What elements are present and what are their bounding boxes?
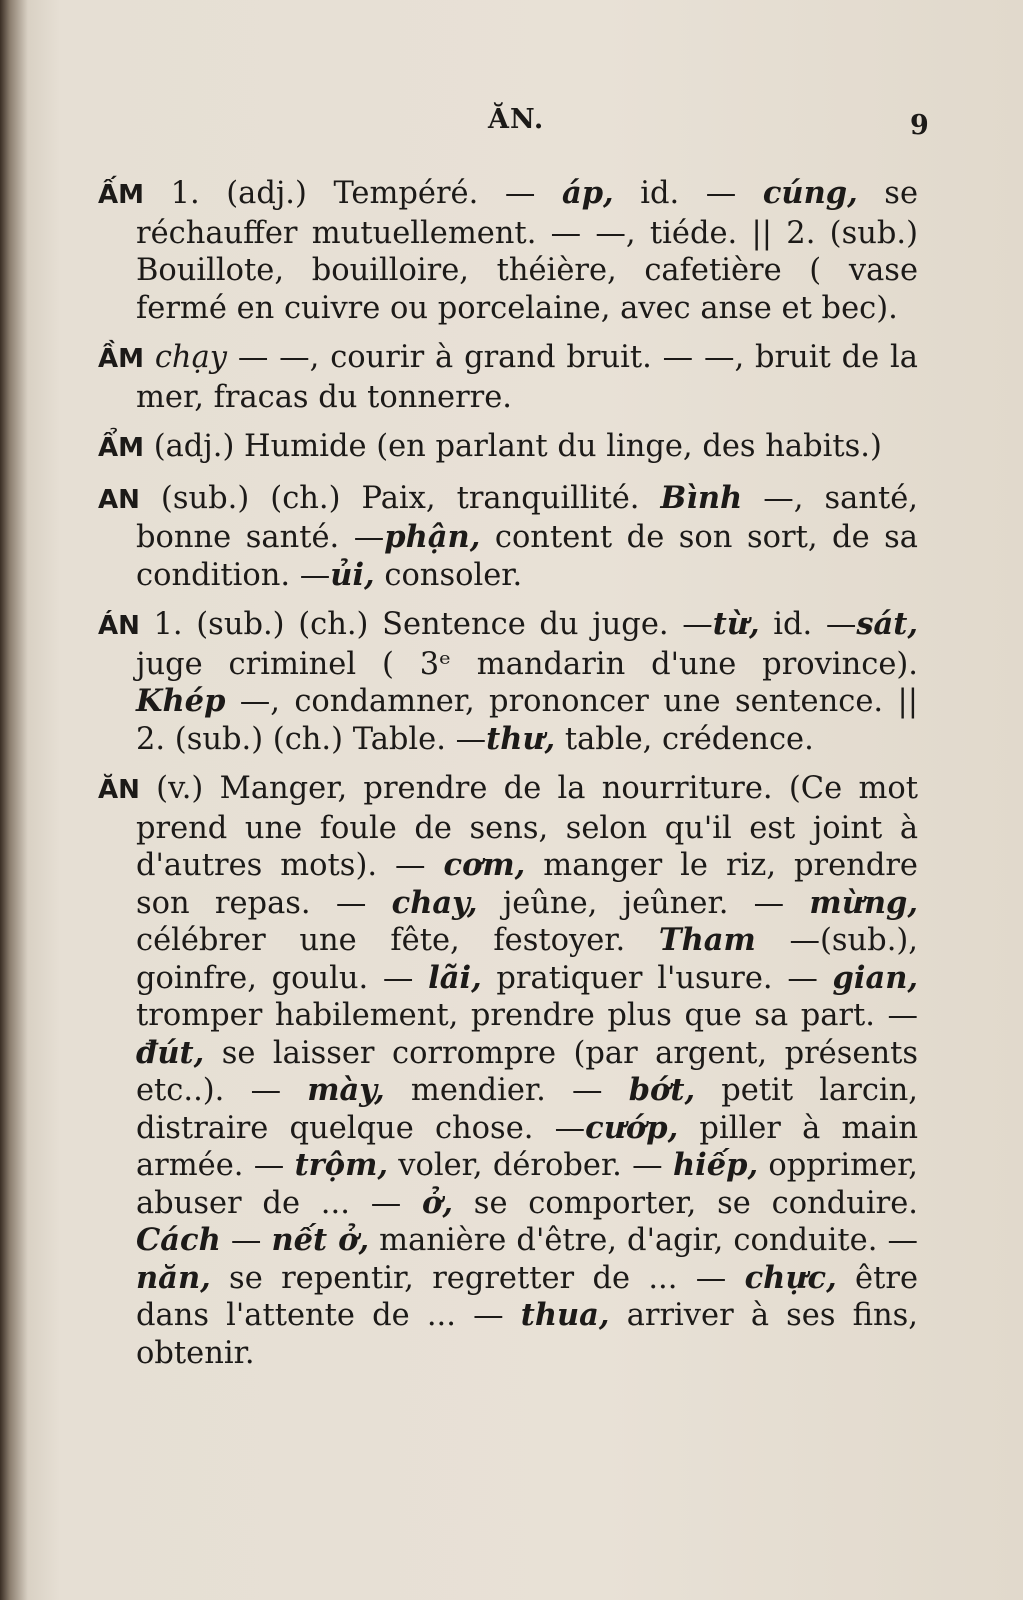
headword: ÁN [98, 611, 140, 641]
vietnamese-term: lãi, [428, 959, 482, 996]
definition-text [144, 340, 155, 375]
definition-text: 1. (sub.) (ch.) Sentence du juge. — [139, 607, 713, 642]
definition-text: se laisser corrompre (par argent, présents etc..). — [136, 1035, 918, 1108]
headword: ĂN [98, 775, 140, 805]
page-header [0, 104, 1023, 144]
vietnamese-term: phận, [384, 519, 481, 555]
vietnamese-term: cướp, [585, 1109, 679, 1146]
definition-text: —, santé, bonne santé. — [136, 480, 918, 555]
running-head: ĂN. [488, 104, 545, 135]
definition-text: —(sub.), goinfre, goulu. — [136, 923, 918, 996]
vietnamese-term: ủi, [330, 556, 375, 593]
definition-text: tromper habilement, prendre plus que sa part. — [136, 998, 918, 1033]
vietnamese-term: bớt, [628, 1072, 696, 1108]
vietnamese-term: Tham [658, 922, 756, 958]
definition-text: voler, dérober. — [387, 1148, 673, 1183]
definition-text: se réchauffer mutuellement. — —, tiéde. || 2. (sub.) Bouillote, bouilloire, théière, cafetière ( vase fermé en cuivre ou porcelaine, avec anse et bec). [136, 176, 918, 326]
definition-text: opprimer, abuser de ... — [136, 1148, 919, 1221]
vietnamese-term: nết ở, [271, 1222, 370, 1258]
vietnamese-term: mừng, [809, 884, 918, 921]
vietnamese-term: chực, [744, 1259, 837, 1296]
vietnamese-term: Khép [136, 683, 226, 719]
definition-text: consoler. [374, 557, 523, 593]
definition-text: 1. (adj.) Tempéré. — [144, 176, 562, 211]
headword: ẤM [98, 180, 144, 210]
dictionary-entry [98, 339, 918, 416]
definition-text: content de son sort, de sa condition. — [136, 520, 918, 593]
definition-text: être dans l'attente de ... — [136, 1260, 918, 1333]
definition-text: manière d'être, d'agir, conduite. — [369, 1223, 919, 1258]
definition-text: — [220, 1223, 272, 1258]
definition-text: piller à main armée. — [136, 1110, 918, 1183]
vietnamese-term: áp, [561, 175, 614, 211]
dictionary-entries [98, 175, 918, 1384]
definition-text: petit larcin, distraire quelque chose. — [136, 1073, 918, 1146]
vietnamese-term: mày, [307, 1072, 385, 1108]
definition-text: se repentir, regretter de ... — [210, 1260, 745, 1296]
definition-text: — —, courir à grand bruit. — —, bruit de la mer, fracas du tonnerre. [136, 340, 918, 415]
vietnamese-term: thua, [520, 1297, 610, 1333]
vietnamese-term: từ, [712, 606, 760, 642]
vietnamese-term: gian, [832, 959, 918, 996]
definition-text: (sub.) (ch.) Paix, tranquillité. [139, 480, 661, 516]
definition-text: mendier. — [384, 1073, 629, 1108]
definition-text: jeûne, jeûner. — [477, 885, 810, 921]
vietnamese-term: Cách [136, 1222, 221, 1258]
dictionary-entry [98, 770, 918, 1372]
vietnamese-term: hiếp, [672, 1147, 759, 1183]
vietnamese-term: thư, [486, 720, 556, 757]
definition-text: table, crédence. [555, 721, 814, 757]
vietnamese-term: đút, [136, 1034, 205, 1071]
definition-text: id. — [613, 176, 763, 211]
definition-text: manger le riz, prendre son repas. — [136, 848, 918, 921]
definition-text: juge criminel ( 3ᵉ mandarin d'une province). [136, 646, 918, 682]
definition-text: arriver à ses fins, obtenir. [136, 1298, 918, 1371]
vietnamese-term: ở, [422, 1184, 453, 1221]
dictionary-entry [98, 175, 918, 327]
definition-text: pratiquer l'usure. — [481, 960, 833, 996]
dictionary-entry [98, 428, 918, 468]
definition-text: (v.) Manger, prendre de la nourriture. (Ce mot prend une foule de sens, selon qu'il est joint à d'autres mots). — [136, 771, 918, 883]
vietnamese-term: chay, [391, 884, 478, 921]
dictionary-entry [98, 606, 918, 758]
vietnamese-term: cúng, [762, 175, 858, 211]
vietnamese-term: Bình [660, 479, 743, 516]
definition-text: se comporter, se conduire. [452, 1185, 918, 1221]
definition-text: (adj.) Humide (en parlant du linge, des habits.) [144, 429, 882, 464]
headword: ẦM [98, 344, 144, 374]
vietnamese-term: năn, [136, 1259, 211, 1296]
vietnamese-term: trộm, [294, 1147, 388, 1183]
vietnamese-term: sát, [856, 606, 919, 642]
definition-text: id. — [759, 607, 857, 642]
dictionary-entry [98, 480, 918, 595]
page-number: 9 [910, 110, 929, 141]
vietnamese-term: chạy [154, 340, 227, 375]
headword: ẨM [98, 433, 144, 463]
headword: AN [98, 484, 140, 515]
definition-text: —, condamner, prononcer une sentence. || 2. (sub.) (ch.) Table. — [136, 684, 918, 757]
vietnamese-term: cơm, [443, 847, 526, 883]
definition-text: célébrer une fête, festoyer. [136, 923, 659, 958]
